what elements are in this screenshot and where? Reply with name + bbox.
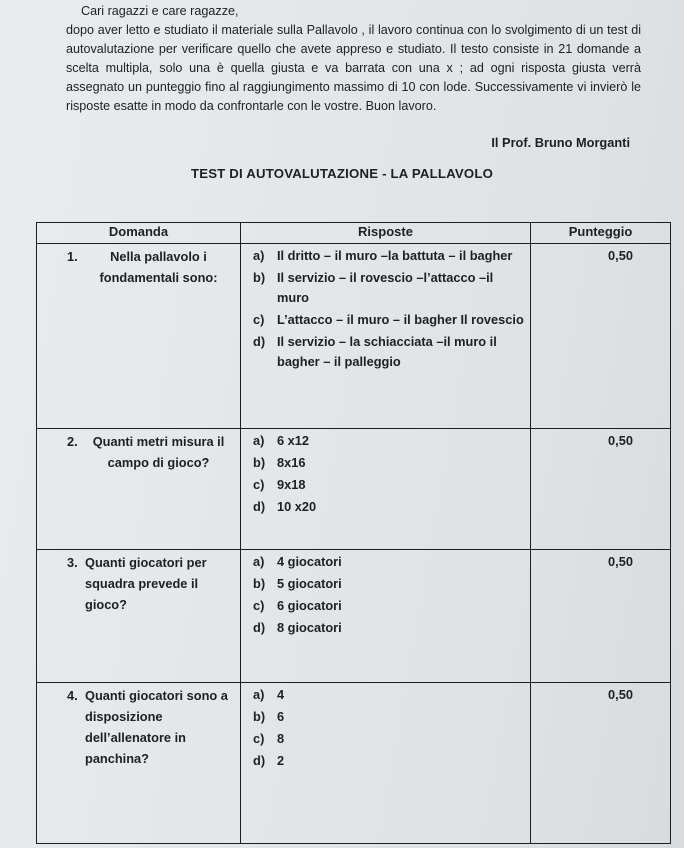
answer-letter: a)	[253, 248, 265, 263]
answers-cell	[241, 244, 531, 429]
score-cell	[531, 244, 671, 429]
score-value: 0,50	[608, 248, 633, 263]
answer-text: 10 x20	[277, 499, 317, 514]
answer-option[interactable]	[253, 574, 524, 594]
answer-option[interactable]	[253, 707, 524, 727]
question-cell	[37, 550, 241, 683]
score-value: 0,50	[608, 687, 633, 702]
answer-option[interactable]	[253, 310, 524, 330]
table-row	[37, 550, 671, 683]
question-text: Nella pallavolo i fondamentali sono:	[99, 249, 218, 285]
test-title: TEST DI AUTOVALUTAZIONE - LA PALLAVOLO	[190, 166, 494, 181]
answer-option[interactable]	[253, 431, 524, 451]
question-text: Quanti giocatori sono a disposizione dell’allenatore in panchina?	[85, 688, 228, 766]
question-number: 4.	[67, 688, 78, 703]
answer-letter: c)	[253, 312, 265, 327]
answer-option[interactable]	[253, 729, 524, 749]
answer-option[interactable]	[253, 332, 524, 372]
greeting: Cari ragazzi e care ragazze,	[81, 4, 239, 18]
score-value: 0,50	[608, 433, 633, 448]
answer-letter: d)	[253, 753, 266, 768]
answer-text: 9x18	[277, 477, 306, 492]
answer-text: Il servizio – la schiacciata –il muro il bagher – il palleggio	[277, 334, 497, 369]
quiz-table	[36, 222, 671, 844]
answer-letter: b)	[253, 455, 266, 470]
answer-option[interactable]	[253, 246, 524, 266]
score-cell	[531, 550, 671, 683]
intro-letter	[66, 2, 641, 116]
score-cell	[531, 429, 671, 550]
answer-letter: a)	[253, 687, 265, 702]
answer-letter: a)	[253, 433, 265, 448]
answer-letter: d)	[253, 334, 266, 349]
question-text: Quanti giocatori per squadra prevede il gioco?	[85, 555, 207, 612]
question-number: 1.	[67, 249, 78, 264]
answer-letter: d)	[253, 499, 266, 514]
answer-text: 4 giocatori	[277, 554, 342, 569]
answers-cell	[241, 429, 531, 550]
answer-letter: c)	[253, 731, 265, 746]
signature: Il Prof. Bruno Morganti	[491, 135, 630, 150]
answer-letter: b)	[253, 576, 266, 591]
answer-text: 2	[277, 753, 285, 768]
answer-text: 8x16	[277, 455, 306, 470]
answer-letter: b)	[253, 709, 266, 724]
header-score: Punteggio	[531, 223, 671, 244]
answer-option[interactable]	[253, 685, 524, 705]
question-cell	[37, 244, 241, 429]
answer-text: 8	[277, 731, 285, 746]
table-row	[37, 683, 671, 844]
intro-paragraph: dopo aver letto e studiato il materiale sulla Pallavolo , il lavoro continua con lo svolgimento di un test di autovalutazione per verificare quello che avete appreso e studiato. Il testo consiste in 21 domande a scelta multipla, solo una è quella giusta e va barrata con una x ; ad ogni risposta giusta verrà assegnato un punteggio fino al raggiungimento massimo di 10 con lode. Successivamente vi invierò le risposte esatte in modo da confrontarle con le vostre. Buon lavoro.	[66, 23, 641, 113]
answer-letter: c)	[253, 477, 265, 492]
answer-text: 4	[277, 687, 285, 702]
answer-option[interactable]	[253, 751, 524, 771]
header-answers: Risposte	[241, 223, 531, 244]
answer-text: Il dritto – il muro –la battuta – il bagher	[277, 248, 513, 263]
answers-cell	[241, 550, 531, 683]
answer-letter: c)	[253, 598, 265, 613]
answer-option[interactable]	[253, 596, 524, 616]
answer-option[interactable]	[253, 497, 524, 517]
table-header-row	[37, 223, 671, 244]
answer-letter: b)	[253, 270, 266, 285]
answer-option[interactable]	[253, 618, 524, 638]
answer-text: Il servizio – il rovescio –l’attacco –il muro	[277, 270, 494, 305]
score-cell	[531, 683, 671, 844]
answer-option[interactable]	[253, 475, 524, 495]
answer-option[interactable]	[253, 453, 524, 473]
question-cell	[37, 683, 241, 844]
answer-text: 6	[277, 709, 285, 724]
answer-text: 5 giocatori	[277, 576, 342, 591]
answer-text: 8 giocatori	[277, 620, 342, 635]
question-number: 3.	[67, 555, 78, 570]
question-text: Quanti metri misura il campo di gioco?	[92, 434, 225, 470]
answer-text: 6 giocatori	[277, 598, 342, 613]
question-number: 2.	[67, 434, 78, 449]
table-row	[37, 429, 671, 550]
answer-option[interactable]	[253, 552, 524, 572]
answer-option[interactable]	[253, 268, 524, 308]
answer-letter: d)	[253, 620, 266, 635]
answer-letter: a)	[253, 554, 265, 569]
question-cell	[37, 429, 241, 550]
table-row	[37, 244, 671, 429]
answer-text: 6 x12	[277, 433, 310, 448]
answer-text: L’attacco – il muro – il bagher Il rovescio	[277, 312, 524, 327]
score-value: 0,50	[608, 554, 633, 569]
answers-cell	[241, 683, 531, 844]
header-question: Domanda	[37, 223, 241, 244]
